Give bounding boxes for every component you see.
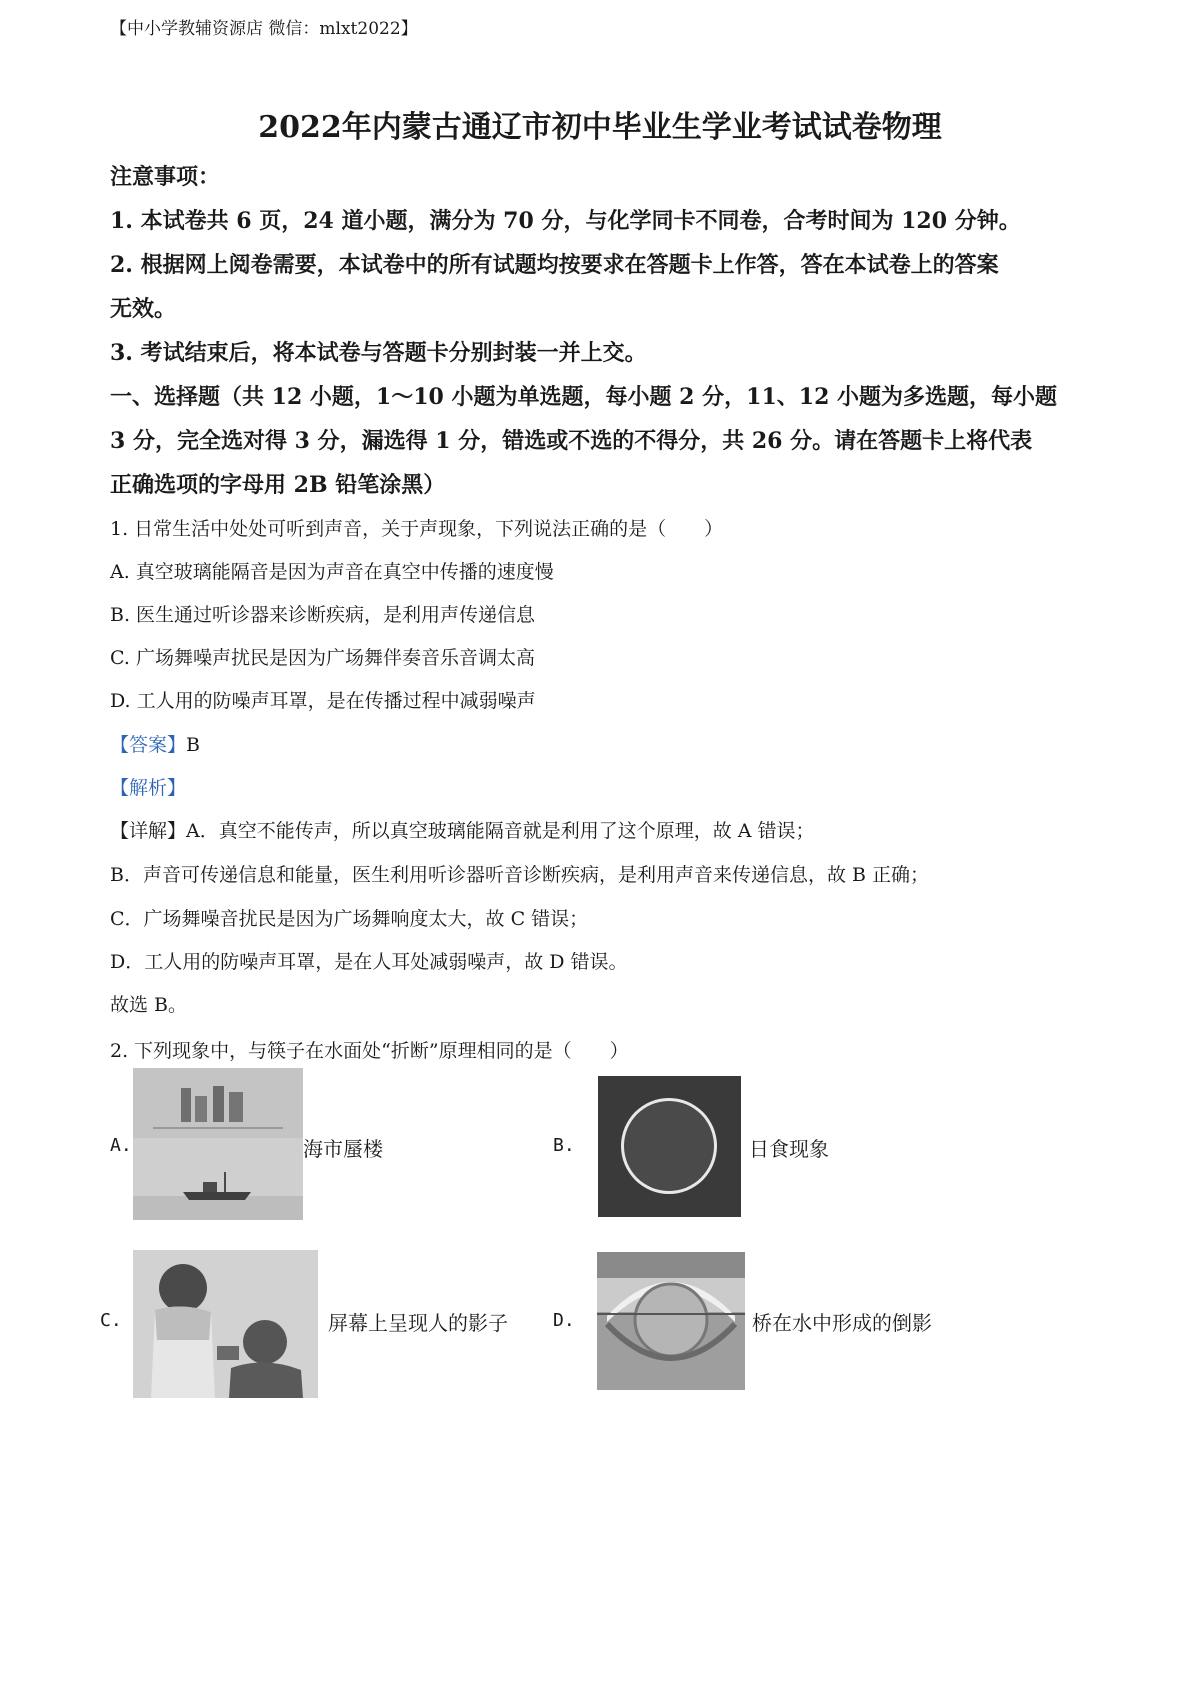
q2-option-a-caption: 海市蜃楼 xyxy=(303,1137,383,1161)
question-2-stem: 2. 下列现象中，与筷子在水面处“折断”原理相同的是（ ） xyxy=(110,1040,629,1062)
page-title: 2022年内蒙古通辽市初中毕业生学业考试试卷物理 xyxy=(258,110,942,145)
question-1-option-d: D. 工人用的防噪声耳罩，是在传播过程中减弱噪声 xyxy=(110,690,536,712)
q2-option-c-letter: C. xyxy=(100,1310,122,1331)
analysis-label: 【解析】 xyxy=(110,777,187,799)
question-1-option-a: A. 真空玻璃能隔音是因为声音在真空中传播的速度慢 xyxy=(110,561,554,583)
answer-row xyxy=(110,730,200,757)
question-1-option-c: C. 广场舞噪声扰民是因为广场舞伴奏音乐音调太高 xyxy=(110,647,535,669)
notice-item-3: 3. 考试结束后，将本试卷与答题卡分别封装一并上交。 xyxy=(110,340,647,366)
mirage-image xyxy=(133,1068,303,1220)
notice-item-1: 1. 本试卷共 6 页，24 道小题，满分为 70 分，与化学同卡不同卷，合考时间为 120 分钟。 xyxy=(110,208,1021,234)
q2-option-a-letter: A. xyxy=(110,1135,132,1156)
detail-line-2: B．声音可传递信息和能量，医生利用听诊器听音诊断疾病，是利用声音来传递信息，故 B 正确； xyxy=(110,864,930,886)
detail-line-4: D．工人用的防噪声耳罩，是在人耳处减弱噪声，故 D 错误。 xyxy=(110,951,628,973)
q2-option-b-caption: 日食现象 xyxy=(749,1137,829,1161)
bridge-reflection-image xyxy=(597,1252,745,1390)
section-heading-line-3: 正确选项的字母用 2B 铅笔涂黑） xyxy=(110,472,446,498)
question-1-option-b: B. 医生通过听诊器来诊断疾病，是利用声传递信息 xyxy=(110,604,536,626)
watermark-text: 【中小学教辅资源店 微信：mlxt2022】 xyxy=(110,19,418,39)
shadow-image xyxy=(133,1250,318,1398)
q2-option-b-letter: B. xyxy=(553,1135,575,1156)
answer-value: B xyxy=(186,734,200,756)
question-1-stem: 1. 日常生活中处处可听到声音，关于声现象，下列说法正确的是（ ） xyxy=(110,518,724,540)
notice-heading: 注意事项： xyxy=(110,164,221,190)
q2-option-d-caption: 桥在水中形成的倒影 xyxy=(752,1311,932,1335)
detail-line-3: C．广场舞噪音扰民是因为广场舞响度太大，故 C 错误； xyxy=(110,908,589,930)
section-heading-line-2: 3 分，完全选对得 3 分，漏选得 1 分，错选或不选的不得分，共 26 分。请在答题卡上将代表 xyxy=(110,428,1033,454)
conclusion: 故选 B。 xyxy=(110,994,188,1016)
answer-label: 【答案】 xyxy=(110,734,187,756)
q2-option-c-caption: 屏幕上呈现人的影子 xyxy=(328,1311,508,1335)
detail-line-1: 【详解】A．真空不能传声，所以真空玻璃能隔音就是利用了这个原理，故 A 错误； xyxy=(110,820,815,842)
notice-item-2-line-1: 2. 根据网上阅卷需要，本试卷中的所有试题均按要求在答题卡上作答，答在本试卷上的答案 xyxy=(110,252,999,278)
notice-item-2-line-2: 无效。 xyxy=(110,296,177,322)
eclipse-image xyxy=(598,1076,741,1217)
section-heading-line-1: 一、选择题（共 12 小题，1～10 小题为单选题，每小题 2 分，11、12 小题为多选题，每小题 xyxy=(110,384,1058,410)
q2-option-d-letter: D. xyxy=(553,1310,575,1331)
